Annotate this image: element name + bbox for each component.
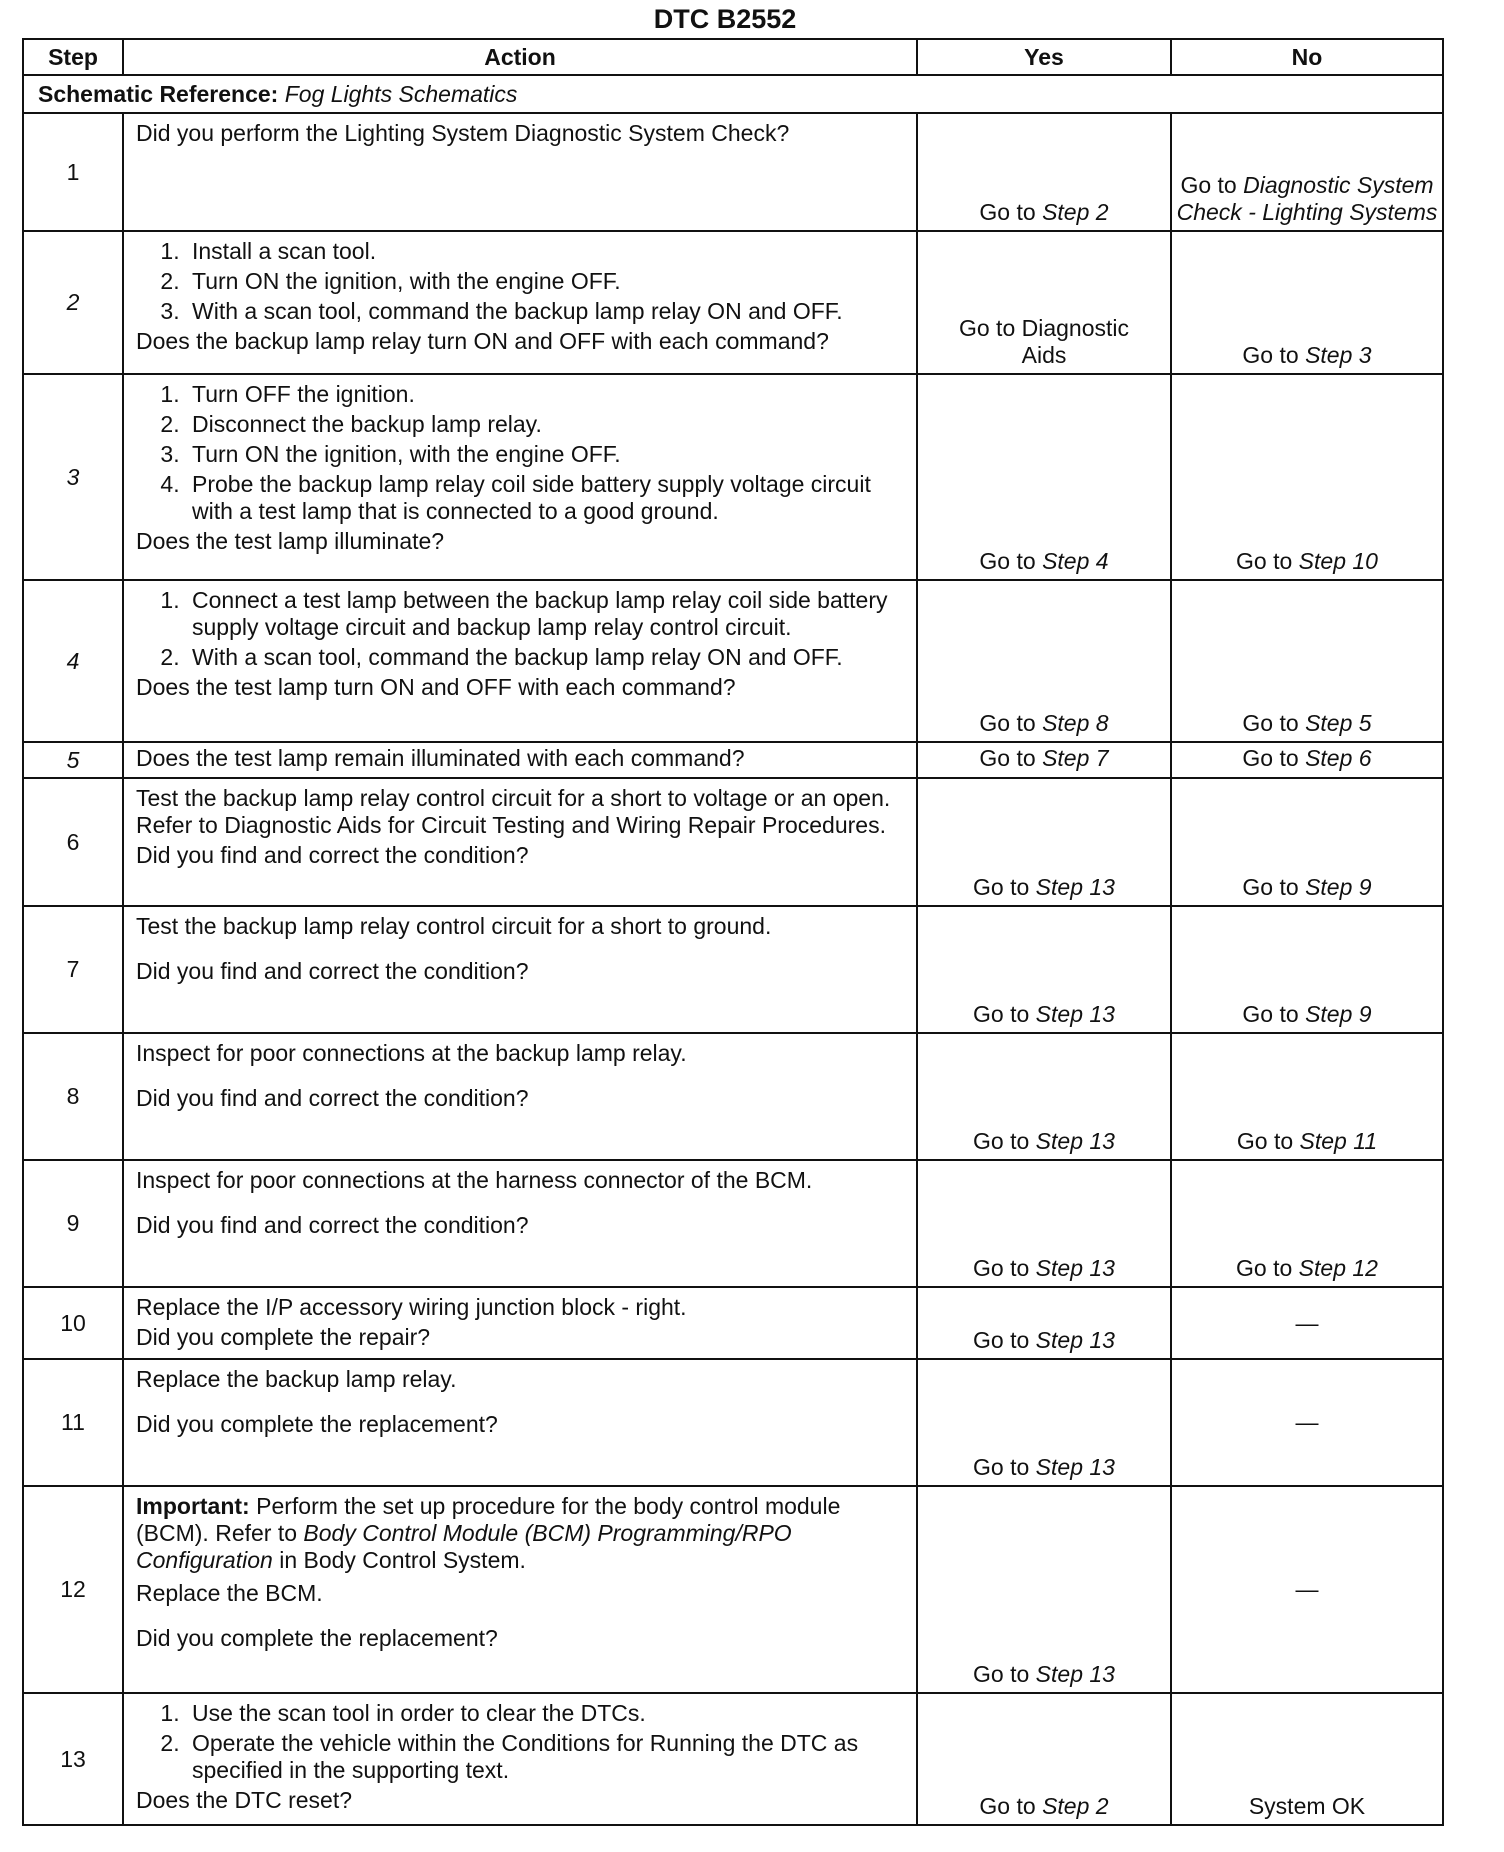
- yes-outcome: [917, 113, 1171, 231]
- yes-outcome: [917, 742, 1171, 778]
- no-outcome: [1171, 778, 1443, 906]
- outcome-prefix: Go to: [979, 548, 1043, 574]
- step-instruction: Inspect for poor connections at the backup lamp relay.: [136, 1040, 687, 1066]
- outcome-step-ref: Step 13: [1035, 1454, 1115, 1480]
- step-action: [123, 231, 917, 374]
- step-row: [23, 1160, 1443, 1287]
- outcome-prefix: Go to: [979, 710, 1043, 736]
- outcome-prefix: Go to: [979, 1793, 1043, 1819]
- step-instruction: Test the backup lamp relay control circuit for a short to ground.: [136, 913, 772, 939]
- step-number: 12: [23, 1486, 123, 1693]
- outcome-step-ref: Step 3: [1305, 342, 1372, 368]
- step-number: 7: [23, 906, 123, 1033]
- step-procedure-list: [136, 238, 906, 325]
- yes-outcome: [917, 906, 1171, 1033]
- step-row: [23, 1486, 1443, 1693]
- step-action: [123, 1359, 917, 1486]
- step-number: 3: [23, 374, 123, 580]
- outcome-prefix: Go to: [973, 874, 1036, 900]
- step-row: [23, 1287, 1443, 1359]
- outcome-step-ref: Step 13: [1035, 1661, 1115, 1687]
- outcome-step-ref: Step 8: [1042, 710, 1109, 736]
- step-instruction: Replace the BCM.: [136, 1580, 323, 1606]
- no-outcome: [1171, 113, 1443, 231]
- yes-outcome: [917, 580, 1171, 742]
- yes-outcome: [917, 374, 1171, 580]
- no-outcome: [1171, 906, 1443, 1033]
- step-row: [23, 906, 1443, 1033]
- important-label: Important:: [136, 1493, 250, 1519]
- outcome-step-ref: Step 13: [1035, 1128, 1115, 1154]
- step-instruction: Replace the I/P accessory wiring junction block - right.: [136, 1294, 687, 1320]
- no-outcome: [1171, 374, 1443, 580]
- no-outcome: [1171, 742, 1443, 778]
- step-number: 5: [23, 742, 123, 778]
- outcome-prefix: Go to: [1242, 710, 1306, 736]
- step-action: [123, 374, 917, 580]
- outcome-step-ref: Step 12: [1298, 1255, 1378, 1281]
- outcome-step-ref: Diagnostic System Check - Lighting Systems: [1176, 172, 1438, 225]
- step-row: [23, 231, 1443, 374]
- outcome-step-ref: Step 6: [1305, 744, 1372, 771]
- step-question: Did you find and correct the condition?: [136, 1212, 529, 1238]
- important-text: in Body Control System.: [272, 1547, 526, 1573]
- outcome-prefix: Go to: [1180, 172, 1244, 198]
- outcome-step-ref: Step 2: [1042, 199, 1109, 225]
- step-row: [23, 1693, 1443, 1825]
- outcome-prefix: Go to: [1236, 1128, 1300, 1154]
- step-row: [23, 113, 1443, 231]
- procedure-item: 3. With a scan tool, command the backup lamp relay ON and OFF.: [186, 298, 906, 325]
- outcome-step-ref: Step 5: [1305, 710, 1372, 736]
- outcome-prefix: Go to: [973, 1128, 1036, 1154]
- procedure-item: 2. With a scan tool, command the backup lamp relay ON and OFF.: [186, 644, 906, 671]
- step-question: Did you find and correct the condition?: [136, 1085, 529, 1111]
- outcome-step-ref: Step 7: [1042, 744, 1109, 771]
- outcome-prefix: Go to: [1236, 548, 1299, 574]
- yes-outcome: [917, 1486, 1171, 1693]
- step-number: 4: [23, 580, 123, 742]
- no-outcome: System OK: [1171, 1693, 1443, 1825]
- no-outcome: —: [1171, 1287, 1443, 1359]
- no-outcome: —: [1171, 1359, 1443, 1486]
- important-note: [136, 1493, 906, 1574]
- important-reference: Body Control Module (BCM) Programming/RPO Configuration: [136, 1520, 792, 1573]
- yes-outcome: Go to Diagnostic Aids: [917, 231, 1171, 374]
- step-instruction: Inspect for poor connections at the harness connector of the BCM.: [136, 1167, 813, 1193]
- step-question: Does the DTC reset?: [136, 1787, 353, 1813]
- step-question: Did you complete the replacement?: [136, 1411, 498, 1437]
- outcome-step-ref: Step 9: [1305, 874, 1372, 900]
- step-procedure-list: [136, 1700, 906, 1784]
- no-outcome: [1171, 231, 1443, 374]
- yes-outcome: [917, 1359, 1171, 1486]
- outcome-step-ref: Step 13: [1035, 1255, 1115, 1281]
- no-outcome: —: [1171, 1486, 1443, 1693]
- step-row: [23, 1033, 1443, 1160]
- step-question: Did you find and correct the condition?: [136, 842, 529, 868]
- step-question: Did you perform the Lighting System Diagnostic System Check?: [136, 120, 790, 146]
- outcome-step-ref: Step 13: [1035, 1327, 1115, 1353]
- outcome-step-ref: Step 2: [1042, 1793, 1109, 1819]
- step-number: 6: [23, 778, 123, 906]
- outcome-step-ref: Step 10: [1298, 548, 1378, 574]
- step-question: Did you complete the replacement?: [136, 1625, 498, 1651]
- yes-outcome: [917, 1693, 1171, 1825]
- outcome-prefix: Go to: [1242, 874, 1306, 900]
- step-action: [123, 1033, 917, 1160]
- step-row: [23, 778, 1443, 906]
- outcome-step-ref: Step 4: [1042, 548, 1109, 574]
- outcome-prefix: Go to: [1242, 744, 1306, 771]
- outcome-prefix: Go to: [1236, 1255, 1299, 1281]
- schematic-link: Fog Lights Schematics: [284, 80, 518, 107]
- step-number: 8: [23, 1033, 123, 1160]
- header-row: [23, 39, 1443, 75]
- procedure-item: 4. Probe the backup lamp relay coil side battery supply voltage circuit with a test lamp that is connected to a good ground.: [186, 471, 906, 525]
- step-number: 2: [23, 231, 123, 374]
- outcome-prefix: Go to: [973, 1454, 1036, 1480]
- step-action: [123, 778, 917, 906]
- step-procedure-list: [136, 587, 906, 671]
- step-action: [123, 742, 917, 778]
- schematic-reference: [23, 75, 1443, 113]
- schematic-row: [23, 75, 1443, 113]
- step-row: [23, 374, 1443, 580]
- diagnostic-table: [22, 38, 1444, 1826]
- step-action: [123, 113, 917, 231]
- step-action: [123, 1287, 917, 1359]
- step-question: Does the backup lamp relay turn ON and OFF with each command?: [136, 328, 829, 354]
- procedure-item: 1. Use the scan tool in order to clear the DTCs.: [186, 1700, 906, 1727]
- step-question: Does the test lamp illuminate?: [136, 528, 445, 554]
- important-text: Perform the set up procedure for the body control module (BCM). Refer to: [136, 1493, 841, 1546]
- header-step: Step: [23, 39, 123, 75]
- document-title: DTC B2552: [653, 4, 797, 34]
- step-instruction: Test the backup lamp relay control circuit for a short to voltage or an open. Refer to Diagnostic Aids for Circuit Testing and Wiring Repair Procedures.: [136, 785, 891, 838]
- header-action: Action: [123, 39, 917, 75]
- outcome-prefix: Go to: [973, 1327, 1036, 1353]
- outcome-prefix: Go to: [973, 1661, 1036, 1687]
- step-question: Does the test lamp turn ON and OFF with each command?: [136, 674, 736, 700]
- step-question: Did you complete the repair?: [136, 1324, 431, 1350]
- step-action: [123, 1486, 917, 1693]
- yes-outcome: [917, 1160, 1171, 1287]
- procedure-item: 3. Turn ON the ignition, with the engine OFF.: [186, 441, 906, 468]
- step-row: [23, 742, 1443, 778]
- outcome-prefix: Go to: [1242, 342, 1306, 368]
- step-number: 10: [23, 1287, 123, 1359]
- outcome-step-ref: Step 9: [1305, 1001, 1372, 1027]
- outcome-step-ref: Step 13: [1035, 1001, 1115, 1027]
- schematic-label: Schematic Reference:: [38, 80, 279, 107]
- step-action: [123, 1160, 917, 1287]
- step-number: 1: [23, 113, 123, 231]
- step-number: 9: [23, 1160, 123, 1287]
- step-procedure-list: [136, 381, 906, 525]
- outcome-prefix: Go to: [1242, 1001, 1306, 1027]
- outcome-prefix: Go to: [979, 744, 1043, 771]
- procedure-item: 2. Disconnect the backup lamp relay.: [186, 411, 906, 438]
- procedure-item: 2. Turn ON the ignition, with the engine OFF.: [186, 268, 906, 295]
- step-number: 13: [23, 1693, 123, 1825]
- procedure-item: 1. Install a scan tool.: [186, 238, 906, 265]
- step-question: Did you find and correct the condition?: [136, 958, 529, 984]
- outcome-step-ref: Step 11: [1299, 1128, 1378, 1154]
- outcome-step-ref: Step 13: [1035, 874, 1115, 900]
- step-question: Does the test lamp remain illuminated with each command?: [136, 745, 745, 771]
- step-row: [23, 580, 1443, 742]
- step-row: [23, 1359, 1443, 1486]
- header-yes: Yes: [917, 39, 1171, 75]
- header-no: No: [1171, 39, 1443, 75]
- step-action: [123, 906, 917, 1033]
- step-action: [123, 580, 917, 742]
- procedure-item: 2. Operate the vehicle within the Conditions for Running the DTC as specified in the supporting text.: [186, 1730, 906, 1784]
- yes-outcome: [917, 778, 1171, 906]
- no-outcome: [1171, 1033, 1443, 1160]
- outcome-prefix: Go to: [973, 1001, 1036, 1027]
- step-action: [123, 1693, 917, 1825]
- procedure-item: 1. Turn OFF the ignition.: [186, 381, 906, 408]
- procedure-item: 1. Connect a test lamp between the backup lamp relay coil side battery supply voltage circuit and backup lamp relay control circuit.: [186, 587, 906, 641]
- step-number: 11: [23, 1359, 123, 1486]
- yes-outcome: [917, 1033, 1171, 1160]
- outcome-prefix: Go to: [979, 199, 1043, 225]
- step-instruction: Replace the backup lamp relay.: [136, 1366, 457, 1392]
- no-outcome: [1171, 1160, 1443, 1287]
- no-outcome: [1171, 580, 1443, 742]
- yes-outcome: [917, 1287, 1171, 1359]
- outcome-prefix: Go to: [973, 1255, 1036, 1281]
